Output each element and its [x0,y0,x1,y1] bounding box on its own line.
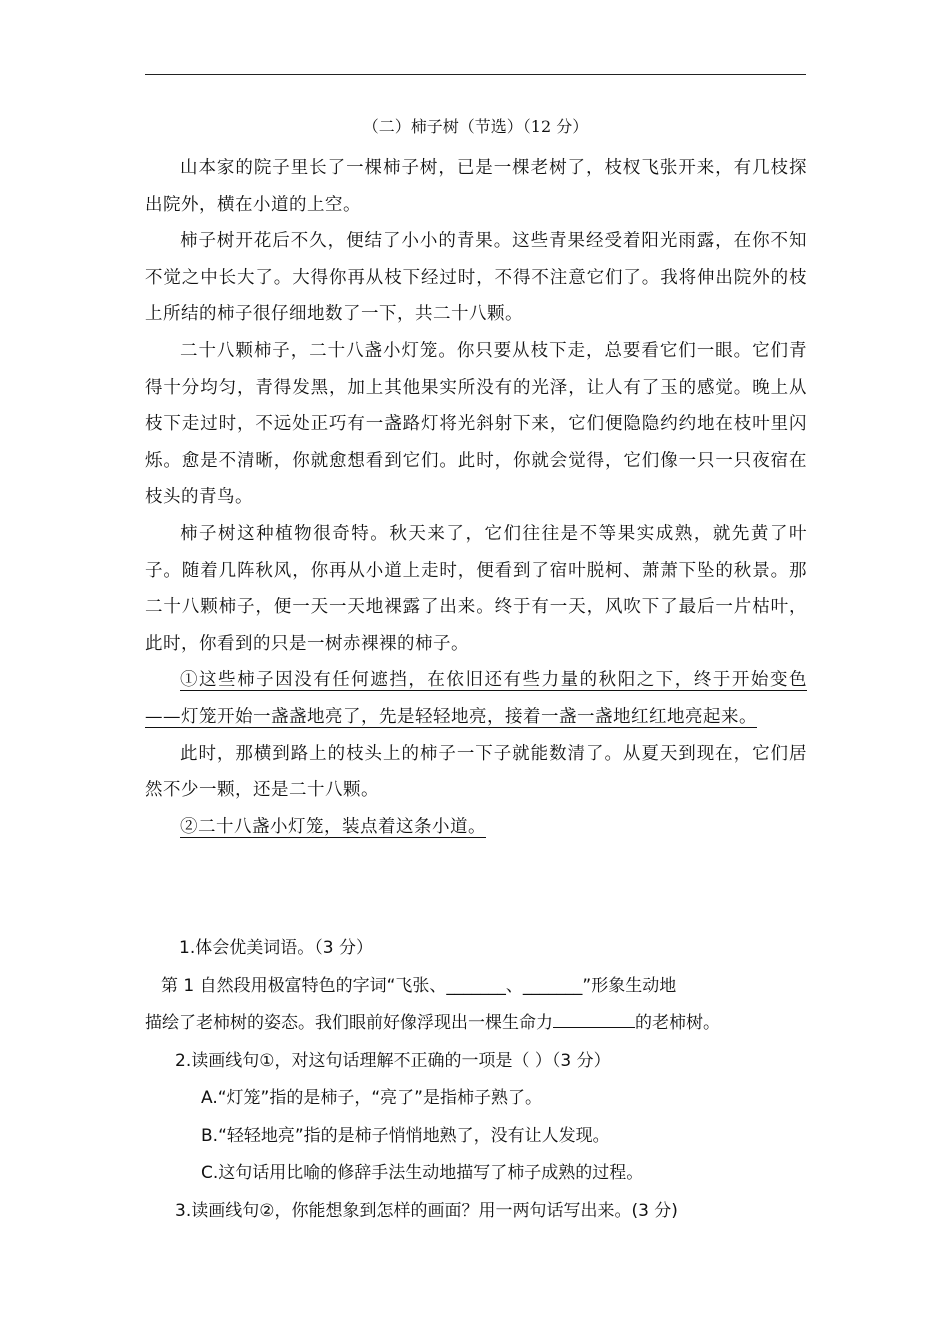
question-2-option-a: A.“灯笼”指的是柿子，“亮了”是指柿子熟了。 [201,1088,542,1108]
question-1-head: 1.体会优美词语。（3 分） [179,938,373,958]
paragraph-text: 柿子树开花后不久，便结了小小的青果。这些青果经受着阳光雨露，在你不知不觉之中长大了。大得你再从枝下经过时，不得不注意它们了。我将伸出院外的枝上所结的柿子很仔细地数了一下，共二十八颗。 [145,231,807,325]
paragraph-6 [145,736,807,809]
paragraph-text: 此时，那横到路上的枝头上的柿子一下子就能数清了。从夏天到现在，它们居然不少一颗，还是二十八颗。 [145,743,807,801]
paragraph-text: 二十八颗柿子，二十八盏小灯笼。你只要从枝下走，总要看它们一眼。它们青得十分均匀，青得发黑，加上其他果实所没有的光泽，让人有了玉的感觉。晚上从枝下走过时，不远处正巧有一盏路灯将光斜射下来，它们便隐隐约约地在枝叶里闪烁。愈是不清晰，你就愈想看到它们。此时，你就会觉得，它们像一只一只夜宿在枝头的青鸟。 [145,340,807,508]
question-1-line-2-text-b: 的老柿树。 [635,1013,720,1033]
paragraph-7-underlined-sentence-2 [145,809,807,846]
passage [145,150,807,845]
question-2-option-c: C.这句话用比喻的修辞手法生动地描写了柿子成熟的过程。 [201,1163,644,1183]
answer-blank[interactable] [553,1009,635,1028]
top-rule [145,74,806,75]
questions [145,930,807,1230]
paragraph-3 [145,333,807,516]
paragraph-4 [145,516,807,662]
question-1-line-2 [145,1005,807,1043]
paragraph-2 [145,223,807,333]
question-1-line-2-text-a: 描绘了老柿树的姿态。我们眼前好像浮现出一棵生命力 [145,1013,553,1033]
paragraph-1 [145,150,807,223]
section-title: （二）柿子树（节选）（12 分） [362,117,589,136]
paragraph-text: 柿子树这种植物很奇特。秋天来了，它们往往是不等果实成熟，就先黄了叶子。随着几阵秋风，你再从小道上走时，便看到了宿叶脱柯、萧萧下坠的秋景。那二十八颗柿子，便一天一天地裸露了出来。终于有一天，风吹下了最后一片枯叶，此时，你看到的只是一树赤裸裸的柿子。 [145,523,807,654]
question-3-head: 3.读画线句②，你能想象到怎样的画面？用一两句话写出来。(3 分) [175,1200,678,1221]
question-1-line-1: 第 1 自然段用极富特色的字词“飞张、_______、_______”形象生动地 [161,975,677,996]
paragraph-text: 山本家的院子里长了一棵柿子树，已是一棵老树了，枝杈飞张开来，有几枝探出院外，横在小道的上空。 [145,158,807,215]
paragraph-5-underlined-sentence-1 [145,662,807,735]
question-2-option-b: B.“轻轻地亮”指的是柿子悄悄地熟了，没有让人发现。 [201,1125,610,1146]
underlined-text: ②二十八盏小灯笼，装点着这条小道。 [180,816,486,837]
question-2-head: 2.读画线句①，对这句话理解不正确的一项是（ ）（3 分） [175,1050,611,1071]
underlined-text: ①这些柿子因没有任何遮挡，在依旧还有些力量的秋阳之下，终于开始变色——灯笼开始一盏盏地亮了，先是轻轻地亮，接着一盏一盏地红红地亮起来。 [145,670,807,727]
